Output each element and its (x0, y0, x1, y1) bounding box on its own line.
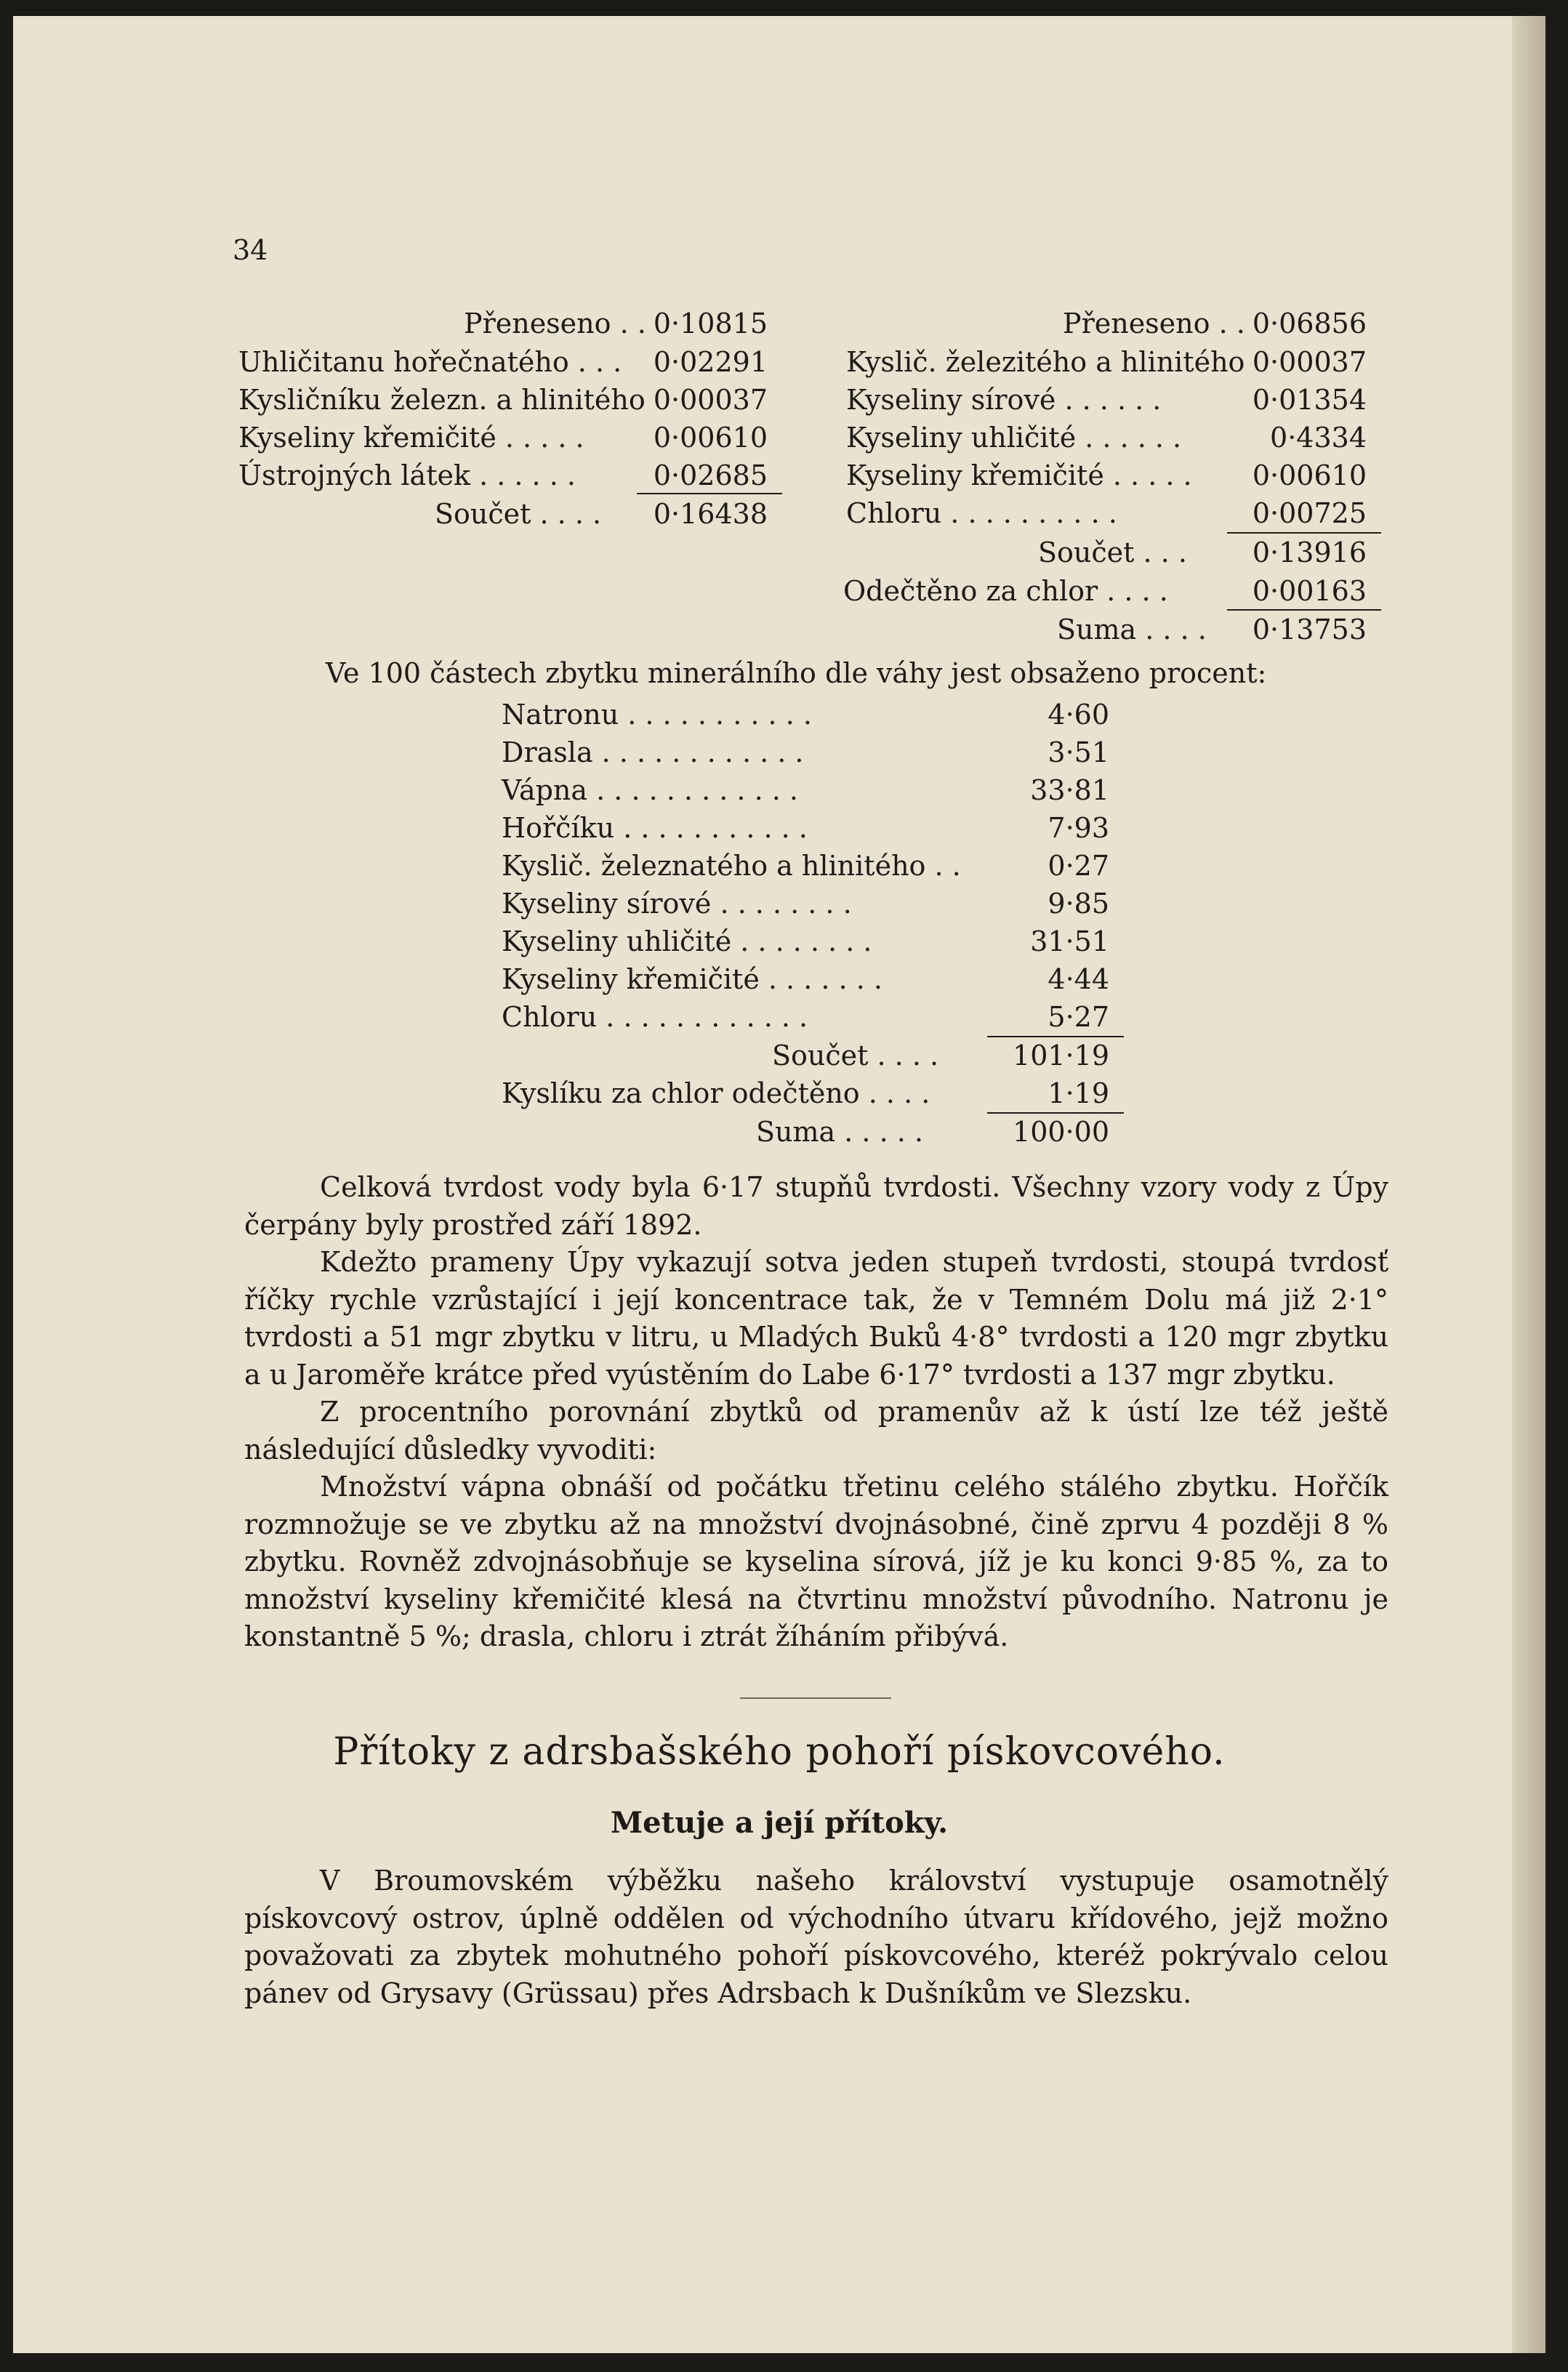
table-row (502, 885, 1109, 922)
row-value: 33·81 (1030, 774, 1109, 806)
table-row (502, 810, 1109, 846)
row-label: Kyseliny křemičité . . . . . (238, 422, 584, 454)
table-row (435, 496, 768, 532)
paragraph: V Broumovském výběžku našeho království vystupuje osamotnělý pískovcový ostrov, úplně oddělen od východního útvaru křídového, jejž možno považovati za zbytek mohutného pohoří pískovcového, kteréž pokrývalo celou pánev od Grysavy (Grüssau) přes Adrsbach k Dušníkům ve Slezsku. (244, 1865, 1388, 2009)
table-row (772, 1037, 1109, 1074)
table-row (846, 495, 1367, 531)
row-value: 100·00 (1013, 1116, 1109, 1148)
row-label: Kyslič. železitého a hlinitého (846, 346, 1245, 378)
row-label: Ústrojných látek . . . . . . (238, 459, 576, 491)
row-label: Kyseliny uhličité . . . . . . . . (502, 925, 872, 957)
row-value: 5·27 (1048, 1001, 1109, 1033)
row-value: 3·51 (1048, 736, 1109, 768)
row-value: 0·13916 (1252, 536, 1367, 568)
row-label: Hořčíku . . . . . . . . . . . (502, 812, 808, 844)
row-label: Suma . . . . . (756, 1116, 923, 1148)
row-label: Kyseliny sírové . . . . . . (846, 384, 1162, 416)
table-row (846, 419, 1367, 456)
row-label: Natronu . . . . . . . . . . . (502, 699, 812, 731)
table-row (846, 344, 1367, 380)
table-row (502, 923, 1109, 960)
table-row (238, 457, 768, 494)
row-value: 101·19 (1013, 1040, 1109, 1072)
row-value: 9·85 (1048, 888, 1109, 920)
table-row (502, 999, 1109, 1035)
paragraph: Množství vápna obnáší od počátku třetinu celého stálého zbytku. Hořčík rozmnožuje se ve zbytku až na množství dvojnásobné, čině zprvu 4 později 8 % zbytku. Rovněž zdvojnásobňuje se kyselina sírová, jíž je ku konci 9·85 %, za to množství kyseliny křemičité klesá na čtvrtinu množství původního. Natronu je konstantně 5 %; drasla, chloru i ztrát žíháním přibývá. (244, 1471, 1388, 1652)
table-row (846, 382, 1367, 418)
row-label: Kyslič. železnatého a hlinitého . . (502, 850, 961, 882)
page-edge (1512, 16, 1545, 2353)
section-body (244, 1862, 1388, 2012)
table-row (843, 573, 1367, 609)
table-row (756, 1114, 1109, 1150)
row-label: Suma . . . . (1057, 614, 1207, 646)
section-title: Přítoky z adrsbašského pohoří pískovcového. (333, 1730, 1226, 1774)
row-label: Kyseliny uhličité . . . . . . (846, 422, 1182, 454)
table-row (1057, 611, 1367, 648)
row-value: 0·02685 (653, 459, 768, 491)
row-value: 0·06856 (1252, 307, 1367, 339)
table-row (238, 419, 768, 456)
row-value: 0·00610 (1252, 459, 1367, 491)
paragraph: Kdežto prameny Úpy vykazují sotva jeden stupeň tvrdosti, stoupá tvrdosť říčky rychle vzrůstající i její koncentrace tak, že v Temném Dolu má již 2·1° tvrdosti a 51 mgr zbytku v litru, u Mladých Buků 4·8° tvrdosti a 120 mgr zbytku a u Jaroměře krátce před vyústěním do Labe 6·17° tvrdosti a 137 mgr zbytku. (244, 1246, 1388, 1391)
row-value: 0·00037 (1252, 346, 1367, 378)
row-label: Kysličníku železn. a hlinitého (238, 384, 646, 416)
table-row (238, 382, 768, 418)
row-label: Chloru . . . . . . . . . . . . (502, 1001, 808, 1033)
row-value: 0·27 (1048, 850, 1109, 882)
sum-rule (637, 493, 782, 494)
row-value: 4·44 (1048, 963, 1109, 995)
body-text (244, 1169, 1388, 1656)
row-value: 0·00610 (653, 422, 768, 454)
page-number: 34 (233, 234, 268, 266)
table-row (502, 772, 1109, 808)
table-row (502, 734, 1109, 771)
sum-rule (1227, 609, 1381, 611)
row-label: Odečtěno za chlor . . . . (843, 575, 1168, 607)
table-row (502, 961, 1109, 997)
paragraph: Celková tvrdost vody byla 6·17 stupňů tvrdosti. Všechny vzory vody z Úpy čerpány byly prostřed září 1892. (244, 1171, 1388, 1241)
row-value: 31·51 (1030, 925, 1109, 957)
row-value: 1·19 (1048, 1077, 1109, 1109)
row-label: Kyslíku za chlor odečtěno . . . . (502, 1077, 930, 1109)
table-row (1038, 534, 1367, 571)
row-label: Drasla . . . . . . . . . . . . (502, 736, 804, 768)
section-separator (740, 1697, 891, 1699)
row-label: Součet . . . . (772, 1040, 939, 1072)
row-value: 0·10815 (653, 307, 768, 339)
table-row (502, 1075, 1109, 1111)
row-value: 0·00037 (653, 384, 768, 416)
row-label: Chloru . . . . . . . . . . (846, 497, 1117, 529)
row-value: 7·93 (1048, 812, 1109, 844)
row-value: 0·00163 (1252, 575, 1367, 607)
table-row (846, 305, 1367, 342)
table-row (846, 457, 1367, 494)
row-value: 0·13753 (1252, 614, 1367, 646)
row-value: 0·16438 (653, 498, 768, 530)
table-row (502, 696, 1109, 733)
table-row (238, 305, 768, 342)
row-value: 0·00725 (1252, 497, 1367, 529)
row-label: Uhličitanu hořečnatého . . . (238, 346, 622, 378)
section-subtitle: Metuje a její přítoky. (610, 1806, 949, 1840)
row-value: 0·02291 (653, 346, 768, 378)
row-label: Vápna . . . . . . . . . . . . (502, 774, 798, 806)
row-label: Přeneseno . . (464, 307, 646, 339)
book-page (13, 16, 1545, 2353)
row-value: 0·01354 (1252, 384, 1367, 416)
row-label: Součet . . . (1038, 536, 1187, 568)
table-row (502, 848, 1109, 884)
row-label: Kyseliny sírové . . . . . . . . (502, 888, 852, 920)
table-row (238, 344, 768, 380)
row-label: Součet . . . . (435, 498, 602, 530)
row-value: 0·4334 (1270, 422, 1367, 454)
sum-rule (1227, 532, 1381, 534)
percent-caption: Ve 100 částech zbytku minerálního dle váhy jest obsaženo procent: (326, 657, 1267, 689)
row-label: Kyseliny křemičité . . . . . . . (502, 963, 882, 995)
row-label: Kyseliny křemičité . . . . . (846, 459, 1192, 491)
row-value: 4·60 (1048, 699, 1109, 731)
paragraph: Z procentního porovnání zbytků od pramenův až k ústí lze též ještě následující důsledky vyvoditi: (244, 1396, 1388, 1466)
row-label: Přeneseno . . (1063, 307, 1245, 339)
